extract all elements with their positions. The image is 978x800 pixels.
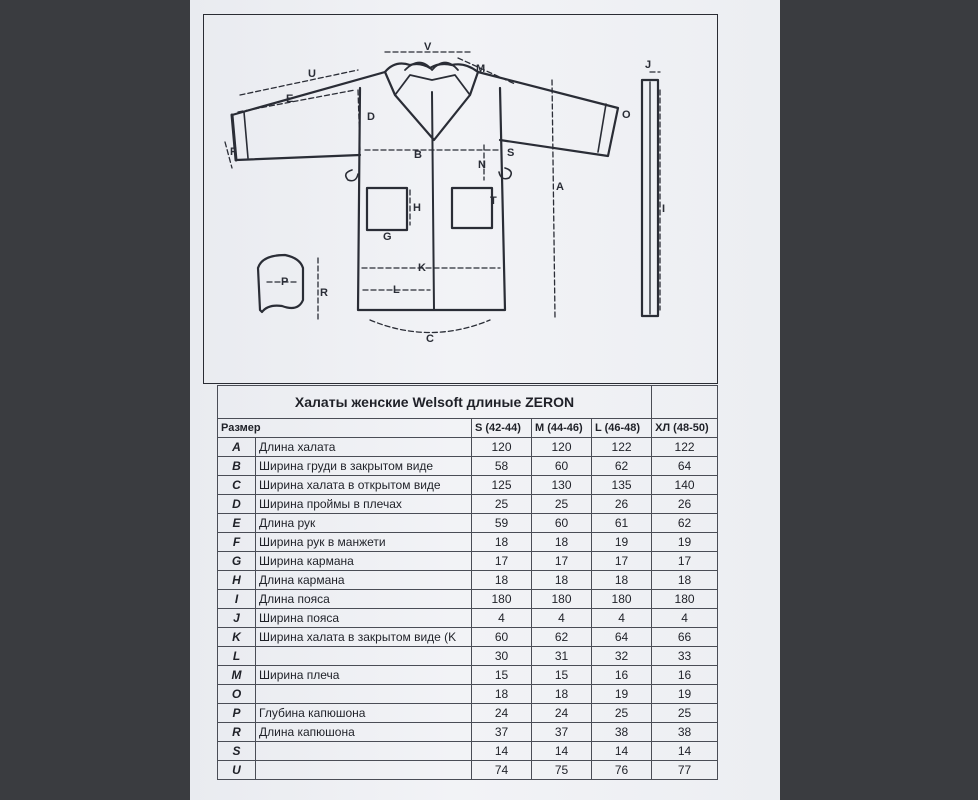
measure-value: 60 [472, 628, 532, 647]
measure-value: 18 [472, 533, 532, 552]
measure-value: 62 [532, 628, 592, 647]
measure-code: F [218, 533, 256, 552]
measure-label: Ширина халата в открытом виде [256, 476, 472, 495]
measure-value: 62 [592, 457, 652, 476]
measure-value: 140 [652, 476, 718, 495]
svg-text:J: J [645, 59, 652, 71]
measure-value: 19 [652, 533, 718, 552]
measure-label: Ширина плеча [256, 666, 472, 685]
measure-value: 59 [472, 514, 532, 533]
svg-text:P: P [281, 276, 289, 288]
measure-value: 15 [532, 666, 592, 685]
measure-value: 24 [532, 704, 592, 723]
measure-label: Ширина кармана [256, 552, 472, 571]
svg-text:M: M [476, 63, 486, 75]
measure-value: 18 [652, 571, 718, 590]
svg-text:A: A [556, 181, 564, 193]
measure-value: 4 [532, 609, 592, 628]
size-header-label: Размер [218, 419, 472, 438]
table-title: Халаты женские Welsoft длиные ZERON [218, 386, 652, 419]
measure-value: 26 [652, 495, 718, 514]
svg-text:R: R [320, 287, 328, 299]
measure-value: 31 [532, 647, 592, 666]
table-row [218, 666, 718, 685]
measure-code: K [218, 628, 256, 647]
measure-value: 122 [592, 438, 652, 457]
table-row [218, 590, 718, 609]
measure-code: M [218, 666, 256, 685]
measure-value: 37 [532, 723, 592, 742]
measure-value: 33 [652, 647, 718, 666]
measure-value: 30 [472, 647, 532, 666]
measure-value: 16 [652, 666, 718, 685]
table-row [218, 704, 718, 723]
measure-code: O [218, 685, 256, 704]
robe-diagram [0, 0, 978, 385]
measure-label [256, 742, 472, 761]
measure-value: 64 [652, 457, 718, 476]
measure-label: Ширина груди в закрытом виде [256, 457, 472, 476]
measure-code: U [218, 761, 256, 780]
measure-value: 25 [472, 495, 532, 514]
table-row [218, 609, 718, 628]
measure-label: Глубина капюшона [256, 704, 472, 723]
measure-value: 18 [532, 533, 592, 552]
measure-value: 60 [532, 457, 592, 476]
measure-value: 18 [532, 685, 592, 704]
measure-label: Ширина рук в манжети [256, 533, 472, 552]
left-pocket [367, 188, 407, 230]
measure-value: 14 [592, 742, 652, 761]
measure-value: 62 [652, 514, 718, 533]
table-row [218, 571, 718, 590]
measure-value: 25 [652, 704, 718, 723]
svg-text:H: H [413, 202, 421, 214]
measure-value: 15 [472, 666, 532, 685]
robe-right-sleeve [478, 72, 618, 156]
measure-value: 32 [592, 647, 652, 666]
measure-code: S [218, 742, 256, 761]
measure-value: 180 [472, 590, 532, 609]
measure-value: 180 [652, 590, 718, 609]
measure-value: 17 [592, 552, 652, 571]
measure-value: 14 [532, 742, 592, 761]
measure-value: 17 [472, 552, 532, 571]
measure-code: P [218, 704, 256, 723]
robe-left-sleeve [232, 72, 385, 160]
measure-code: D [218, 495, 256, 514]
svg-text:E: E [286, 93, 294, 105]
table-row [218, 476, 718, 495]
table-row [218, 761, 718, 780]
measure-value: 38 [652, 723, 718, 742]
size-col-header: ХЛ (48-50) [652, 419, 718, 438]
measure-value: 122 [652, 438, 718, 457]
svg-text:T: T [490, 195, 497, 207]
measure-value: 180 [592, 590, 652, 609]
measure-value: 4 [592, 609, 652, 628]
table-row [218, 495, 718, 514]
measure-code: R [218, 723, 256, 742]
measure-value: 18 [592, 571, 652, 590]
svg-text:C: C [426, 333, 434, 345]
measure-code: L [218, 647, 256, 666]
measure-value: 25 [592, 704, 652, 723]
measure-code: G [218, 552, 256, 571]
measure-value: 19 [592, 533, 652, 552]
svg-text:S: S [507, 147, 515, 159]
table-row [218, 685, 718, 704]
measure-code: H [218, 571, 256, 590]
measure-label: Ширина халата в закрытом виде (K [256, 628, 472, 647]
robe-center-line [432, 92, 434, 310]
table-row [218, 742, 718, 761]
size-col-header: S (42-44) [472, 419, 532, 438]
measure-value: 18 [472, 685, 532, 704]
measure-label: Длина пояса [256, 590, 472, 609]
measure-value: 60 [532, 514, 592, 533]
svg-text:D: D [367, 111, 375, 123]
table-row [218, 438, 718, 457]
measure-code: B [218, 457, 256, 476]
measure-code: E [218, 514, 256, 533]
size-table-wrapper [217, 385, 717, 780]
measure-value: 120 [472, 438, 532, 457]
measure-code: C [218, 476, 256, 495]
measure-value: 74 [472, 761, 532, 780]
measure-value: 26 [592, 495, 652, 514]
measure-value: 58 [472, 457, 532, 476]
measure-value: 75 [532, 761, 592, 780]
table-header-row [218, 419, 718, 438]
svg-text:G: G [383, 231, 392, 243]
svg-text:V: V [424, 41, 432, 53]
measure-value: 19 [592, 685, 652, 704]
measure-value: 24 [472, 704, 532, 723]
measure-value: 14 [472, 742, 532, 761]
measure-code: A [218, 438, 256, 457]
measure-label: Ширина проймы в плечах [256, 495, 472, 514]
measure-value: 16 [592, 666, 652, 685]
diagram-labels [230, 41, 665, 345]
measure-value: 17 [532, 552, 592, 571]
measure-value: 125 [472, 476, 532, 495]
measure-value: 120 [532, 438, 592, 457]
svg-text:N: N [478, 159, 486, 171]
svg-text:L: L [393, 284, 400, 296]
measure-code: I [218, 590, 256, 609]
measure-value: 18 [472, 571, 532, 590]
svg-text:I: I [662, 203, 666, 215]
measure-value: 17 [652, 552, 718, 571]
measure-value: 4 [472, 609, 532, 628]
table-row [218, 552, 718, 571]
measure-value: 14 [652, 742, 718, 761]
measure-label: Длина халата [256, 438, 472, 457]
measure-value: 19 [652, 685, 718, 704]
size-col-header: L (46-48) [592, 419, 652, 438]
table-row [218, 457, 718, 476]
measure-value: 4 [652, 609, 718, 628]
svg-text:B: B [414, 149, 422, 161]
measure-code: J [218, 609, 256, 628]
measure-value: 76 [592, 761, 652, 780]
svg-text:O: O [622, 109, 631, 121]
measure-label [256, 647, 472, 666]
measure-value: 66 [652, 628, 718, 647]
table-row [218, 647, 718, 666]
measure-label: Ширина пояса [256, 609, 472, 628]
measure-value: 38 [592, 723, 652, 742]
svg-text:K: K [418, 262, 426, 274]
measure-label [256, 685, 472, 704]
svg-text:U: U [308, 68, 316, 80]
svg-text:F: F [230, 146, 237, 158]
measure-label: Длина капюшона [256, 723, 472, 742]
measure-value: 18 [532, 571, 592, 590]
measure-value: 77 [652, 761, 718, 780]
measure-value: 25 [532, 495, 592, 514]
measure-value: 130 [532, 476, 592, 495]
measure-value: 61 [592, 514, 652, 533]
measure-value: 135 [592, 476, 652, 495]
table-row [218, 723, 718, 742]
measure-label: Длина рук [256, 514, 472, 533]
table-row [218, 533, 718, 552]
measure-label [256, 761, 472, 780]
measure-value: 64 [592, 628, 652, 647]
size-table [217, 385, 718, 780]
table-row [218, 628, 718, 647]
measure-value: 180 [532, 590, 592, 609]
measure-label: Длина кармана [256, 571, 472, 590]
right-pocket [452, 188, 492, 228]
size-col-header: M (44-46) [532, 419, 592, 438]
table-row [218, 514, 718, 533]
measure-value: 37 [472, 723, 532, 742]
